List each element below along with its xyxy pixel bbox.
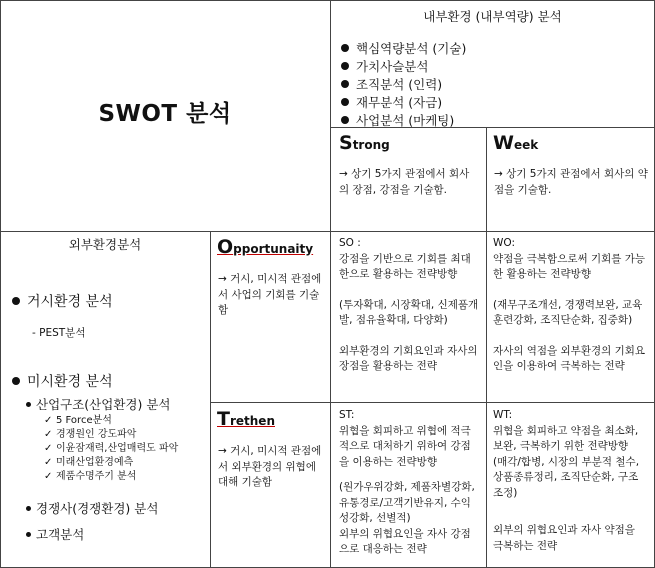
divider-mid [0, 231, 655, 232]
bullet-icon [341, 80, 349, 88]
border-left [0, 0, 1, 568]
weak-heading: Week [493, 132, 539, 154]
industry-item: ✓ 제품수명주기 분석 [44, 471, 137, 482]
weak-desc: → 상기 5가지 관점에서 회사의 약점을 기술함. [494, 168, 648, 196]
industry-item: ✓ 미래산업환경예측 [44, 457, 134, 468]
so-label: SO : [339, 237, 361, 249]
micro-analysis: 미시환경 분석 [12, 372, 113, 392]
wo-text: 약점을 극복함으로써 기회를 가능한 활용하는 전략방향 [493, 252, 646, 280]
so-summary: 외부환경의 기회요인과 자사의 장점을 활용하는 전략 [339, 344, 478, 372]
bullet-icon [341, 62, 349, 70]
customer-analysis: 고객분석 [26, 526, 84, 544]
check-icon: ✓ [44, 429, 53, 440]
divider-ext [210, 231, 211, 568]
check-icon: ✓ [44, 471, 53, 482]
internal-item: 가치사슬분석 [341, 58, 651, 76]
internal-header: 내부환경 (내부역량) 분석 [423, 9, 562, 24]
macro-analysis: 거시환경 분석 [12, 292, 113, 312]
wt-examples: (매각/합병, 시장의 부분적 철수, 상품종류정리, 조직단순화, 구조조정) [493, 455, 640, 499]
so-examples: (투자확대, 시장확대, 신제품개발, 점유율확대, 다양화) [339, 298, 479, 326]
bullet-icon [341, 98, 349, 106]
internal-item: 조직분석 (인력) [341, 76, 651, 94]
divider-center [330, 0, 331, 568]
wo-cell [493, 236, 645, 375]
pest-analysis: - PEST분석 [32, 327, 86, 339]
so-cell [339, 236, 479, 375]
threat-heading: Trethen [217, 408, 275, 430]
internal-item: 사업분석 (마케팅) [341, 112, 651, 130]
bullet-icon [12, 297, 20, 305]
industry-item: ✓ 5 Force분석 [44, 415, 112, 426]
industry-analysis: 산업구조(산업환경) 분석 [26, 396, 170, 414]
internal-list [341, 40, 651, 130]
wt-cell [493, 408, 645, 554]
industry-item: ✓ 경쟁원인 강도파악 [44, 429, 137, 440]
wo-label: WO: [493, 237, 515, 249]
check-icon: ✓ [44, 457, 53, 468]
bullet-icon [341, 116, 349, 124]
wt-label: WT: [493, 409, 513, 421]
external-header: 외부환경분석 [68, 237, 142, 252]
wt-summary: 외부의 위협요인과 자사 약점을 극복하는 전략 [493, 524, 635, 552]
internal-item: 재무분석 (자금) [341, 94, 651, 112]
bullet-icon [12, 377, 20, 385]
check-icon: ✓ [44, 443, 53, 454]
st-label: ST: [339, 409, 355, 421]
wo-summary: 자사의 역점을 외부환경의 기회요인을 이용하여 극복하는 전략 [493, 344, 646, 372]
opportunity-desc: → 거시, 미시적 관점에서 사업의 기회를 기술함 [218, 273, 322, 316]
so-text: 강점을 기반으로 기회를 최대한으로 활용하는 전략방향 [339, 252, 471, 280]
st-summary: 외부의 위협요인을 자사 강점으로 대응하는 전략 [339, 527, 471, 555]
internal-item: 핵심역량분석 (기술) [341, 40, 651, 58]
bullet-icon [26, 506, 31, 511]
bullet-icon [26, 402, 31, 407]
industry-list [44, 414, 178, 484]
divider-ot [210, 402, 655, 403]
strong-desc: → 상기 5가지 관점에서 회사의 장점, 강점을 기술함. [339, 168, 470, 196]
wt-text: 위협을 회피하고 약점을 최소화, 보완, 극복하기 위한 전략방향 [493, 424, 639, 452]
bullet-icon [26, 532, 31, 537]
bullet-icon [341, 44, 349, 52]
competitor-analysis: 경쟁사(경쟁환경) 분석 [26, 500, 158, 518]
opportunity-heading: Opportunaity [217, 236, 314, 258]
border-top [0, 0, 655, 1]
divider-sw [486, 127, 487, 568]
page-title: SWOT 분석 [98, 101, 232, 127]
st-examples: (원가우위강화, 제품차별강화, 유통경로/고객기반유지, 수익성강화, 선별적) [339, 481, 475, 524]
st-cell [339, 408, 479, 558]
st-text: 위협을 회피하고 위협에 적극적으로 대처하기 위하여 강점을 이용하는 전략방향 [339, 424, 471, 468]
industry-item: ✓ 이윤잠재력,산업매력도 파악 [44, 443, 179, 454]
strong-heading: Strong [339, 132, 390, 154]
check-icon: ✓ [44, 415, 53, 426]
wo-examples: (재무구조개선, 경쟁력보완, 교육훈련강화, 조직단순화, 집중화) [493, 298, 643, 326]
threat-desc: → 거시, 미시적 관점에서 외부환경의 위협에 대해 기술함 [218, 445, 322, 488]
